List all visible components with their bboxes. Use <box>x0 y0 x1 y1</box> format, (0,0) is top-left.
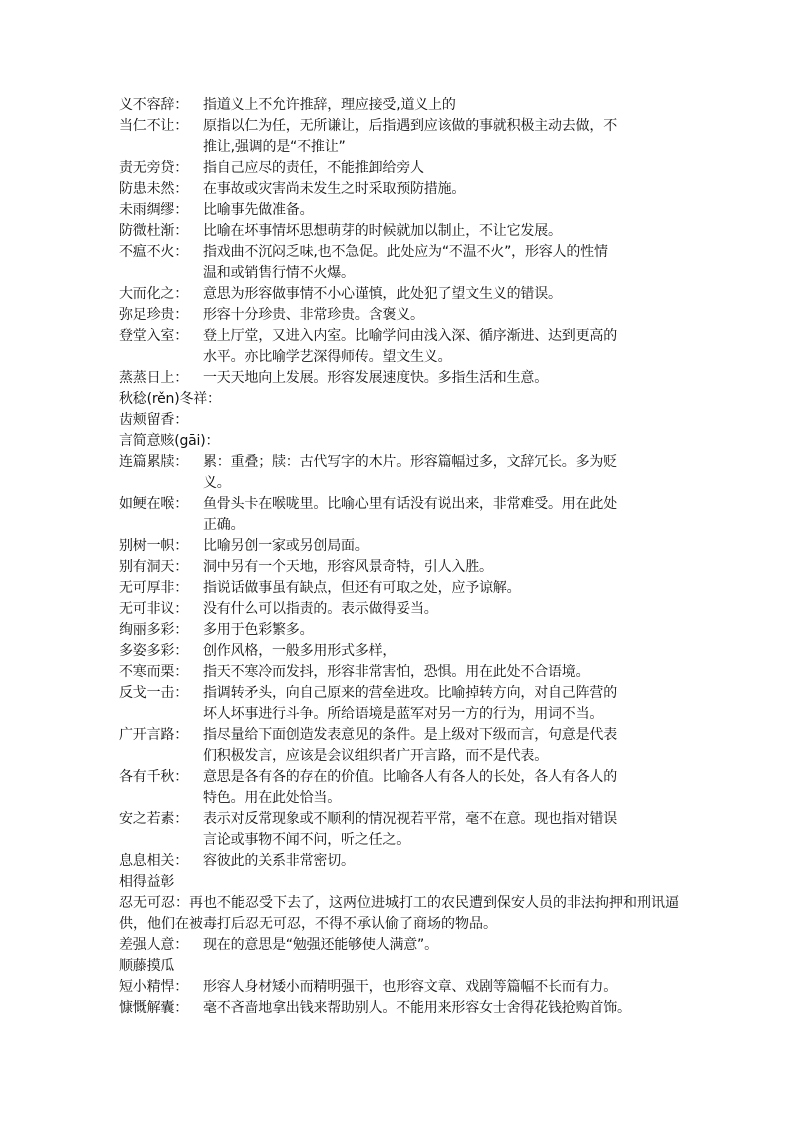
idiom-definition: 创作风格，一般多用形式多样， <box>203 643 397 659</box>
idiom-entry <box>119 305 679 326</box>
idiom-entry <box>119 767 679 809</box>
idiom-definition <box>203 410 679 431</box>
idiom-term: 多姿多彩： <box>119 643 188 659</box>
idiom-term: 绚丽多彩： <box>119 622 188 638</box>
idiom-term: 无可厚非： <box>119 580 188 596</box>
idiom-term: 齿颊留香： <box>119 412 188 428</box>
idiom-term: 不寒而栗： <box>119 664 188 680</box>
idiom-definition: 指自己应尽的责任，不能推卸给旁人 <box>203 160 424 176</box>
idiom-entry <box>119 998 679 1019</box>
idiom-entry <box>119 683 679 725</box>
idiom-definition: 形容人身材矮小而精明强干，也形容文章、戏剧等篇幅不长而有力。 <box>203 979 617 995</box>
idiom-definition: 容彼此的关系非常密切。 <box>203 853 355 869</box>
idiom-term: 责无旁贷： <box>119 160 188 176</box>
idiom-entry <box>119 179 679 200</box>
idiom-term: 防微杜渐： <box>119 223 188 239</box>
idiom-entry <box>119 494 679 536</box>
idiom-term: 秋稔(rěn)冬祥： <box>119 391 221 407</box>
idiom-entry <box>119 851 679 872</box>
idiom-term: 登堂入室： <box>119 328 188 344</box>
idiom-definition: 形容十分珍贵、非常珍贵。含褒义。 <box>203 307 424 323</box>
idiom-term: 短小精悍： <box>119 979 188 995</box>
idiom-entry <box>119 557 679 578</box>
idiom-term: 反戈一击： <box>119 685 188 701</box>
idiom-definition: 指天不寒冷而发抖，形容非常害怕，恐惧。用在此处不合语境。 <box>203 664 590 680</box>
idiom-entry <box>119 620 679 641</box>
idiom-entry <box>119 599 679 620</box>
idiom-term: 蒸蒸日上： <box>119 370 188 386</box>
idiom-term: 无可非议： <box>119 601 188 617</box>
idiom-entry <box>119 368 679 389</box>
idiom-definition: 没有什么可以指责的。表示做得妥当。 <box>203 601 438 617</box>
idiom-term: 慷慨解囊： <box>119 1000 188 1016</box>
idiom-definition: 指戏曲不沉闷乏味,也不急促。此处应为“不温不火”，形容人的性情 温和或销售行情不火爆。 <box>203 244 608 281</box>
idiom-term: 各有千秋： <box>119 769 188 785</box>
idiom-term: 连篇累牍： <box>119 454 188 470</box>
idiom-term: 差强人意： <box>119 937 188 953</box>
idiom-definition: 比喻在坏事情坏思想萌芽的时候就加以制止，不让它发展。 <box>203 223 562 239</box>
idiom-entry <box>119 935 679 956</box>
idiom-term: 未雨绸缪： <box>119 202 188 218</box>
idiom-term: 义不容辞： <box>119 97 188 113</box>
idiom-entry <box>119 809 679 851</box>
idiom-entry <box>119 200 679 221</box>
idiom-definition: 多用于色彩繁多。 <box>203 622 314 638</box>
idiom-definition: 指尽量给下面创造发表意见的条件。是上级对下级而言，句意是代表 们积极发言，应该是会议组织者广开言路，而不是代表。 <box>203 727 617 764</box>
idiom-entry <box>119 116 679 158</box>
idiom-term: 别有洞天： <box>119 559 188 575</box>
idiom-entry <box>119 431 679 452</box>
idiom-definition: 比喻另创一家或另创局面。 <box>203 538 369 554</box>
idiom-definition: 洞中另有一个天地，形容风景奇特，引人入胜。 <box>203 559 493 575</box>
idiom-entry <box>119 95 679 116</box>
idiom-entry <box>119 977 679 998</box>
idiom-term: 言简意赅(gāi)： <box>119 433 220 449</box>
idiom-term: 当仁不让： <box>119 118 188 134</box>
idiom-entry <box>119 536 679 557</box>
idiom-definition: 一天天地向上发展。形容发展速度快。多指生活和生意。 <box>203 370 548 386</box>
idiom-term: 别树一帜： <box>119 538 188 554</box>
idiom-definition: 在事故或灾害尚未发生之时采取预防措施。 <box>203 181 466 197</box>
idiom-entry <box>119 158 679 179</box>
idiom-definition: 鱼骨头卡在喉咙里。比喻心里有话没有说出来，非常难受。用在此处 正确。 <box>203 496 617 533</box>
idiom-entry <box>119 578 679 599</box>
idiom-entry <box>119 284 679 305</box>
idiom-term: 不瘟不火： <box>119 244 188 260</box>
idiom-entry <box>119 410 679 431</box>
idiom-term: 弥足珍贵： <box>119 307 188 323</box>
idiom-entry <box>119 725 679 767</box>
section-heading: 相得益彰 <box>119 874 175 890</box>
idiom-definition: 指说话做事虽有缺点，但还有可取之处，应予谅解。 <box>203 580 521 596</box>
idiom-entry <box>119 662 679 683</box>
idiom-entry <box>119 221 679 242</box>
idiom-entry <box>119 326 679 368</box>
idiom-entry <box>119 641 679 662</box>
idiom-definition: 毫不吝啬地拿出钱来帮助别人。不能用来形容女士舍得花钱抢购首饰。 <box>203 1000 631 1016</box>
idiom-definition: 指调转矛头，向自己原来的营垒进攻。比喻掉转方向，对自己阵营的 坏人坏事进行斗争。所给语境是蓝军对另一方的行为，用词不当。 <box>203 685 617 722</box>
idiom-term: 息息相关： <box>119 853 188 869</box>
idiom-paragraph: 忍无可忍：再也不能忍受下去了，这两位进城打工的农民遭到保安人员的非法拘押和刑讯逼供，他们在被毒打后忍无可忍，不得不承认偷了商场的物品。 <box>119 895 679 932</box>
idiom-definition: 现在的意思是“勉强还能够使人满意”。 <box>203 937 438 953</box>
idiom-entry <box>119 242 679 284</box>
idiom-term: 安之若素： <box>119 811 188 827</box>
idiom-entry <box>119 389 679 410</box>
section-heading: 顺藤摸瓜 <box>119 958 175 974</box>
idiom-definition: 累：重叠；牍：古代写字的木片。形容篇幅过多，文辞冗长。多为贬 义。 <box>203 454 617 491</box>
idiom-definition: 比喻事先做准备。 <box>203 202 314 218</box>
idiom-term: 防患未然： <box>119 181 188 197</box>
idiom-definition: 表示对反常现象或不顺利的情况视若平常，毫不在意。现也指对错误 言论或事物不闻不问，听之任之。 <box>203 811 617 848</box>
idiom-definition: 意思为形容做事情不小心谨慎，此处犯了望文生义的错误。 <box>203 286 562 302</box>
idiom-definition: 原指以仁为任，无所谦让，后指遇到应该做的事就积极主动去做，不 推让,强调的是“不推让” <box>203 118 617 155</box>
idiom-definition: 意思是各有各的存在的价值。比喻各人有各人的长处，各人有各人的 特色。用在此处恰当。 <box>203 769 617 806</box>
idiom-definition: 登上厅堂，又进入内室。比喻学问由浅入深、循序渐进、达到更高的 水平。亦比喻学艺深得师传。望文生义。 <box>203 328 617 365</box>
idiom-term: 大而化之： <box>119 286 188 302</box>
idiom-definition <box>203 389 679 410</box>
idiom-definition <box>203 431 679 452</box>
idiom-term: 广开言路： <box>119 727 188 743</box>
document-content <box>119 95 679 1019</box>
idiom-definition: 指道义上不允许推辞，理应接受,道义上的 <box>203 97 456 113</box>
idiom-entry <box>119 452 679 494</box>
idiom-term: 如鲠在喉： <box>119 496 188 512</box>
